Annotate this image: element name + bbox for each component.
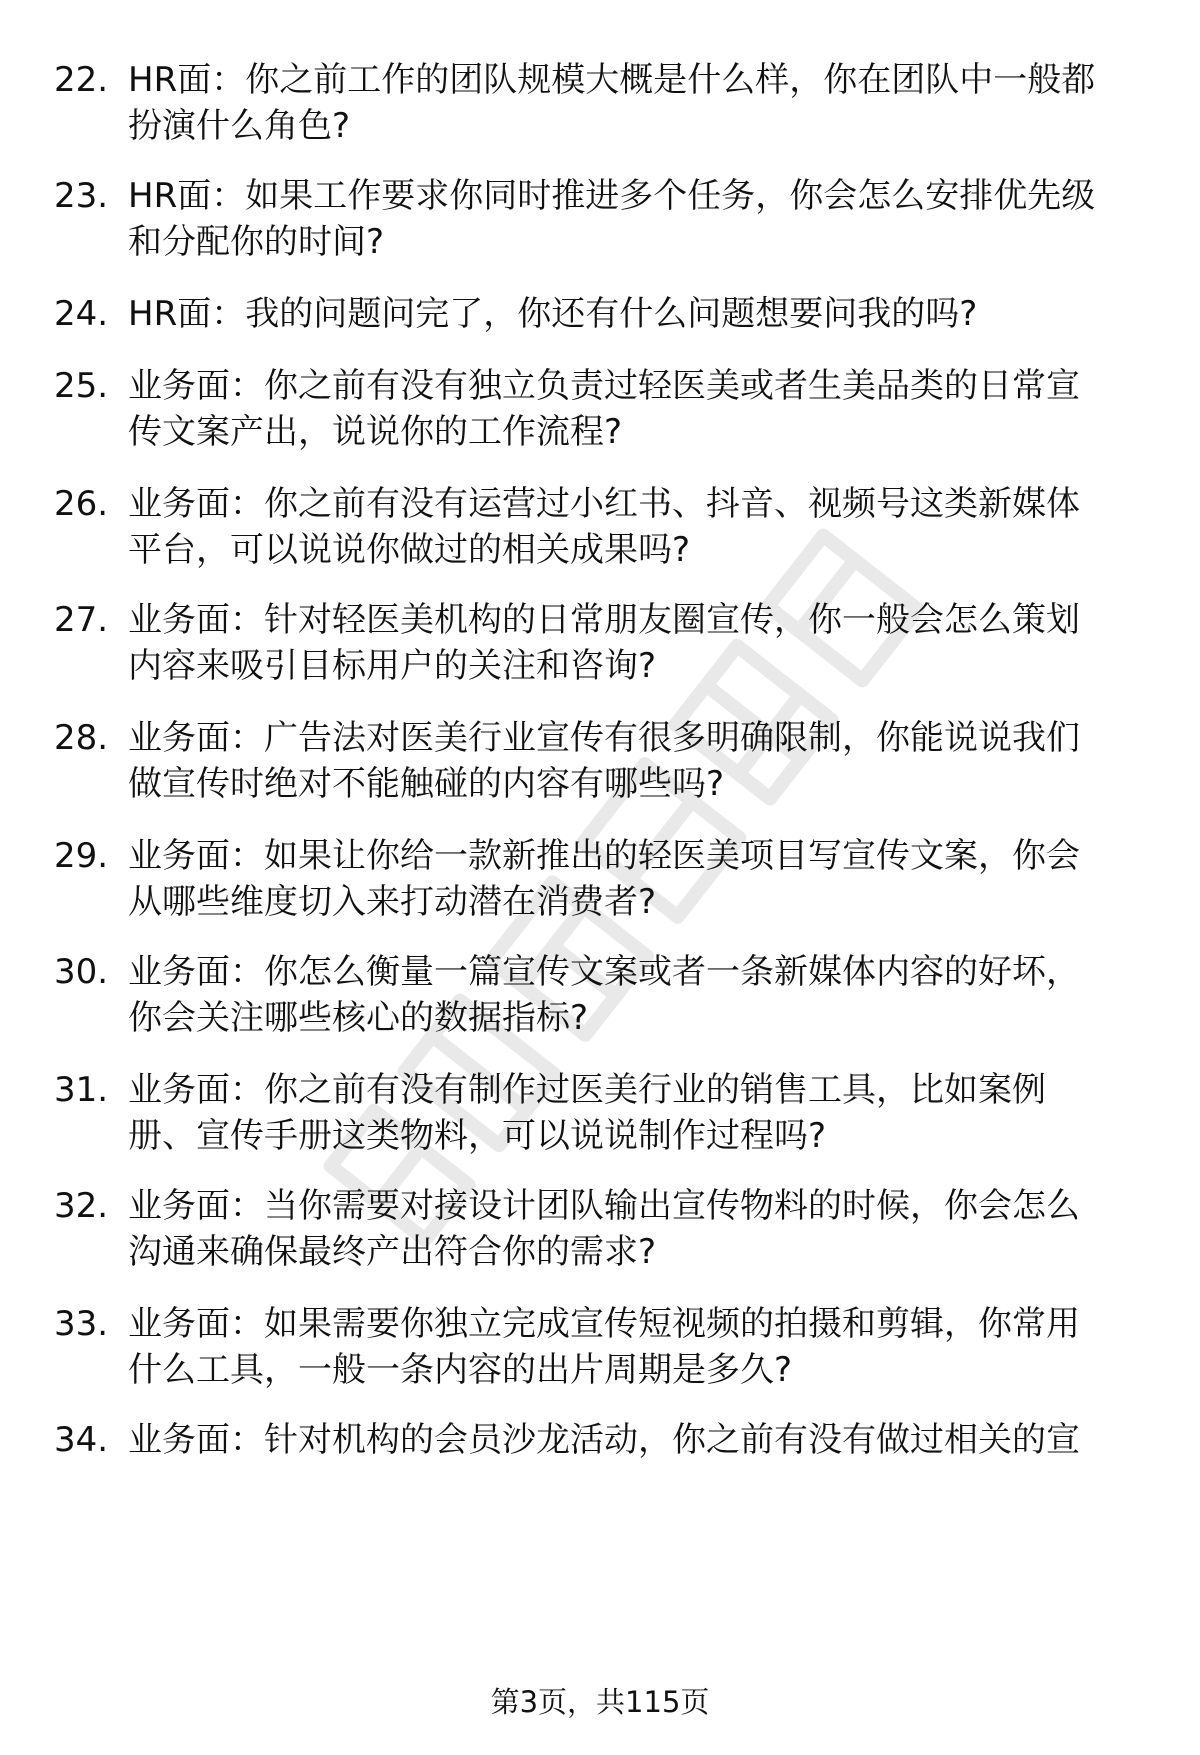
- question-text: 传文案产出，说说你的工作流程?: [128, 412, 623, 452]
- question-number: 25.: [54, 366, 109, 406]
- question-text: 和分配你的时间?: [128, 222, 385, 262]
- question-number: 27.: [54, 600, 109, 640]
- question-text: 业务面：针对机构的会员沙龙活动，你之前有没有做过相关的宣: [128, 1420, 1080, 1460]
- question-text: 业务面：如果需要你独立完成宣传短视频的拍摄和剪辑，你常用: [128, 1304, 1080, 1344]
- question-number: 26.: [54, 484, 109, 524]
- question-text: 业务面：你之前有没有独立负责过轻医美或者生美品类的日常宣: [128, 366, 1080, 406]
- question-text: 业务面：如果让你给一款新推出的轻医美项目写宣传文案，你会: [128, 836, 1080, 876]
- question-text: 内容来吸引目标用户的关注和咨询?: [128, 646, 657, 686]
- question-text: 业务面：你之前有没有运营过小红书、抖音、视频号这类新媒体: [128, 484, 1080, 524]
- question-text: 做宣传时绝对不能触碰的内容有哪些吗?: [128, 764, 725, 804]
- question-text: 业务面：你怎么衡量一篇宣传文案或者一条新媒体内容的好坏，: [128, 952, 1080, 992]
- question-number: 33.: [54, 1304, 109, 1344]
- question-number: 28.: [54, 718, 109, 758]
- question-number: 23.: [54, 176, 109, 216]
- question-text: 业务面：当你需要对接设计团队输出宣传物料的时候，你会怎么: [128, 1186, 1080, 1226]
- question-text: HR面：我的问题问完了，你还有什么问题想要问我的吗?: [128, 294, 978, 334]
- question-text: 册、宣传手册这类物料，可以说说制作过程吗?: [128, 1116, 827, 1156]
- question-text: 扮演什么角色?: [128, 106, 351, 146]
- question-text: HR面：你之前工作的团队规模大概是什么样，你在团队中一般都: [128, 60, 1096, 100]
- question-text: HR面：如果工作要求你同时推进多个任务，你会怎么安排优先级: [128, 176, 1096, 216]
- question-text: 什么工具，一般一条内容的出片周期是多久?: [128, 1350, 793, 1390]
- question-number: 24.: [54, 294, 109, 334]
- question-number: 30.: [54, 952, 109, 992]
- question-text: 业务面：广告法对医美行业宣传有很多明确限制，你能说说我们: [128, 718, 1080, 758]
- question-text: 平台，可以说说你做过的相关成果吗?: [128, 530, 691, 570]
- question-number: 32.: [54, 1186, 109, 1226]
- question-number: 34.: [54, 1420, 109, 1460]
- question-number: 22.: [54, 60, 109, 100]
- question-number: 29.: [54, 836, 109, 876]
- question-number: 31.: [54, 1070, 109, 1110]
- question-text: 业务面：你之前有没有制作过医美行业的销售工具，比如案例: [128, 1070, 1046, 1110]
- question-text: 你会关注哪些核心的数据指标?: [128, 998, 589, 1038]
- page-indicator: 第3页，共115页: [490, 1685, 710, 1719]
- question-text: 沟通来确保最终产出符合你的需求?: [128, 1232, 657, 1272]
- question-text: 从哪些维度切入来打动潜在消费者?: [128, 882, 657, 922]
- question-text: 业务面：针对轻医美机构的日常朋友圈宣传，你一般会怎么策划: [128, 600, 1080, 640]
